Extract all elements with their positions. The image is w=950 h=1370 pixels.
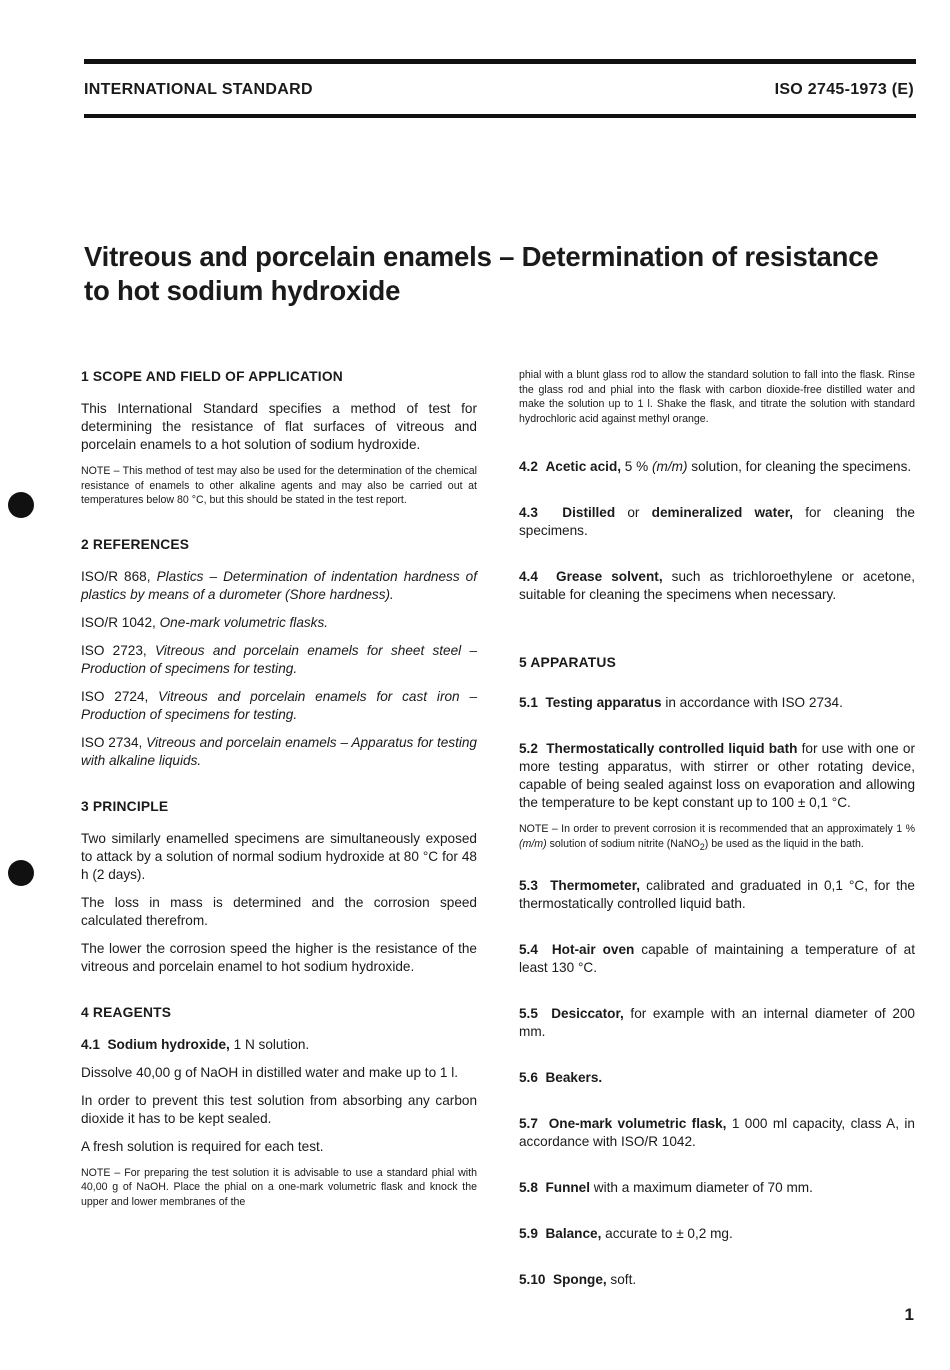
- paragraph: The loss in mass is determined and the corrosion speed calculated therefrom.: [81, 894, 477, 928]
- right-column: [519, 368, 915, 1299]
- clause-4-3: 4.3 Distilled or demineralized water, for cleaning the specimens.: [519, 505, 915, 539]
- note: NOTE – For preparing the test solution it is advisable to use a standard phial with 40,00 g of NaOH. Place the phial on a one-mark volumetric flask and knock the upper and lower membranes of the: [81, 1166, 477, 1208]
- header-standard-label: INTERNATIONAL STANDARD: [84, 81, 313, 98]
- reference-item: ISO 2723, Vitreous and porcelain enamels for sheet steel – Production of specimens for testing.: [81, 642, 478, 676]
- page-number: 1: [904, 1305, 914, 1324]
- section-heading: 2 REFERENCES: [81, 536, 190, 552]
- clause-4-2: 4.2 Acetic acid, 5 % (m/m) solution, for cleaning the specimens.: [519, 459, 912, 475]
- clause-5-2: 5.2 Thermostatically controlled liquid bath for use with one or more testing apparatus, with stirrer or other rotating device, capable of being sealed against loss on evaporation and allowing the temperature to be kept constant up to 100 ± 0,1 °C.: [519, 741, 915, 811]
- punch-hole-mark: [8, 492, 34, 518]
- title-line-1: Vitreous and porcelain enamels – Determination of resistance: [84, 241, 879, 272]
- reference-item: ISO 2734, Vitreous and porcelain enamels – Apparatus for testing with alkaline liquids.: [81, 734, 477, 768]
- reference-item: ISO/R 1042, One-mark volumetric flasks.: [81, 614, 329, 630]
- title-line-2: to hot sodium hydroxide: [84, 275, 401, 306]
- section-heading: 3 PRINCIPLE: [81, 798, 169, 814]
- document-title: [84, 240, 924, 308]
- left-column: [81, 368, 477, 1220]
- paragraph: In order to prevent this test solution from absorbing any carbon dioxide it has to be kept sealed.: [81, 1092, 477, 1126]
- note: NOTE – This method of test may also be used for the determination of the chemical resistance of enamels to other alkaline agents and may also be carried out at temperatures below 80 °C, but this should be stated in the test report.: [81, 465, 477, 507]
- paragraph: Two similarly enamelled specimens are simultaneously exposed to attack by a solution of normal sodium hydroxide at 80 °C for 48 h (2 days).: [81, 830, 477, 882]
- section-heading: 4 REAGENTS: [81, 1004, 172, 1020]
- clause-5-4: 5.4 Hot-air oven capable of maintaining a temperature of at least 130 °C.: [519, 941, 915, 975]
- paragraph: This International Standard specifies a method of test for determining the resistance of flat surfaces of vitreous and porcelain enamels to a hot solution of sodium hydroxide.: [81, 401, 477, 452]
- section-heading: 5 APPARATUS: [519, 655, 616, 671]
- section-heading: 1 SCOPE AND FIELD OF APPLICATION: [81, 369, 343, 384]
- reference-item: ISO/R 868, Plastics – Determination of indentation hardness of plastics by means of a durometer (Shore hardness).: [81, 568, 478, 602]
- clause-5-8: 5.8 Funnel with a maximum diameter of 70 mm.: [519, 1179, 813, 1195]
- note: NOTE – In order to prevent corrosion it is recommended that an approximately 1 % (m/m) solution of sodium nitrite (NaNO$_2$) be used as the liquid in the bath.: [519, 823, 915, 852]
- paragraph: The lower the corrosion speed the higher is the resistance of the vitreous and porcelain enamel to hot sodium hydroxide.: [81, 940, 477, 974]
- clause-5-10: 5.10 Sponge, soft.: [519, 1271, 637, 1287]
- clause-5-6: 5.6 Beakers.: [519, 1069, 603, 1085]
- reference-item: ISO 2724, Vitreous and porcelain enamels for cast iron – Production of specimens for testing.: [81, 688, 477, 722]
- clause-4-4: 4.4 Grease solvent, such as trichloroethylene or acetone, suitable for cleaning the specimens when necessary.: [519, 569, 915, 603]
- clause-5-1: 5.1 Testing apparatus in accordance with ISO 2734.: [519, 695, 843, 711]
- clause-4-1: 4.1 Sodium hydroxide, 1 N solution.: [81, 1036, 310, 1052]
- paragraph: A fresh solution is required for each test.: [81, 1138, 324, 1154]
- header-rule-top: [84, 59, 916, 64]
- paragraph: Dissolve 40,00 g of NaOH in distilled water and make up to 1 l.: [81, 1064, 459, 1080]
- clause-5-5: 5.5 Desiccator, for example with an internal diameter of 200 mm.: [519, 1005, 915, 1039]
- punch-hole-mark: [8, 860, 34, 886]
- note-continued: phial with a blunt glass rod to allow the standard solution to fall into the flask. Rinse the glass rod and phial into the flask with carbon dioxide-free distilled water and make the solution up to 1 l. Shake the flask, and titrate the solution with standard hydrochloric acid against methyl orange.: [519, 369, 915, 425]
- clause-5-7: 5.7 One-mark volumetric flask, 1 000 ml capacity, class A, in accordance with ISO/R 1042.: [519, 1115, 915, 1149]
- header-rule-bottom: [84, 114, 916, 118]
- clause-5-9: 5.9 Balance, accurate to ± 0,2 mg.: [519, 1225, 733, 1241]
- clause-5-3: 5.3 Thermometer, calibrated and graduated in 0,1 °C, for the thermostatically controlled liquid bath.: [519, 877, 915, 911]
- header-standard-number: ISO 2745-1973 (E): [774, 81, 914, 98]
